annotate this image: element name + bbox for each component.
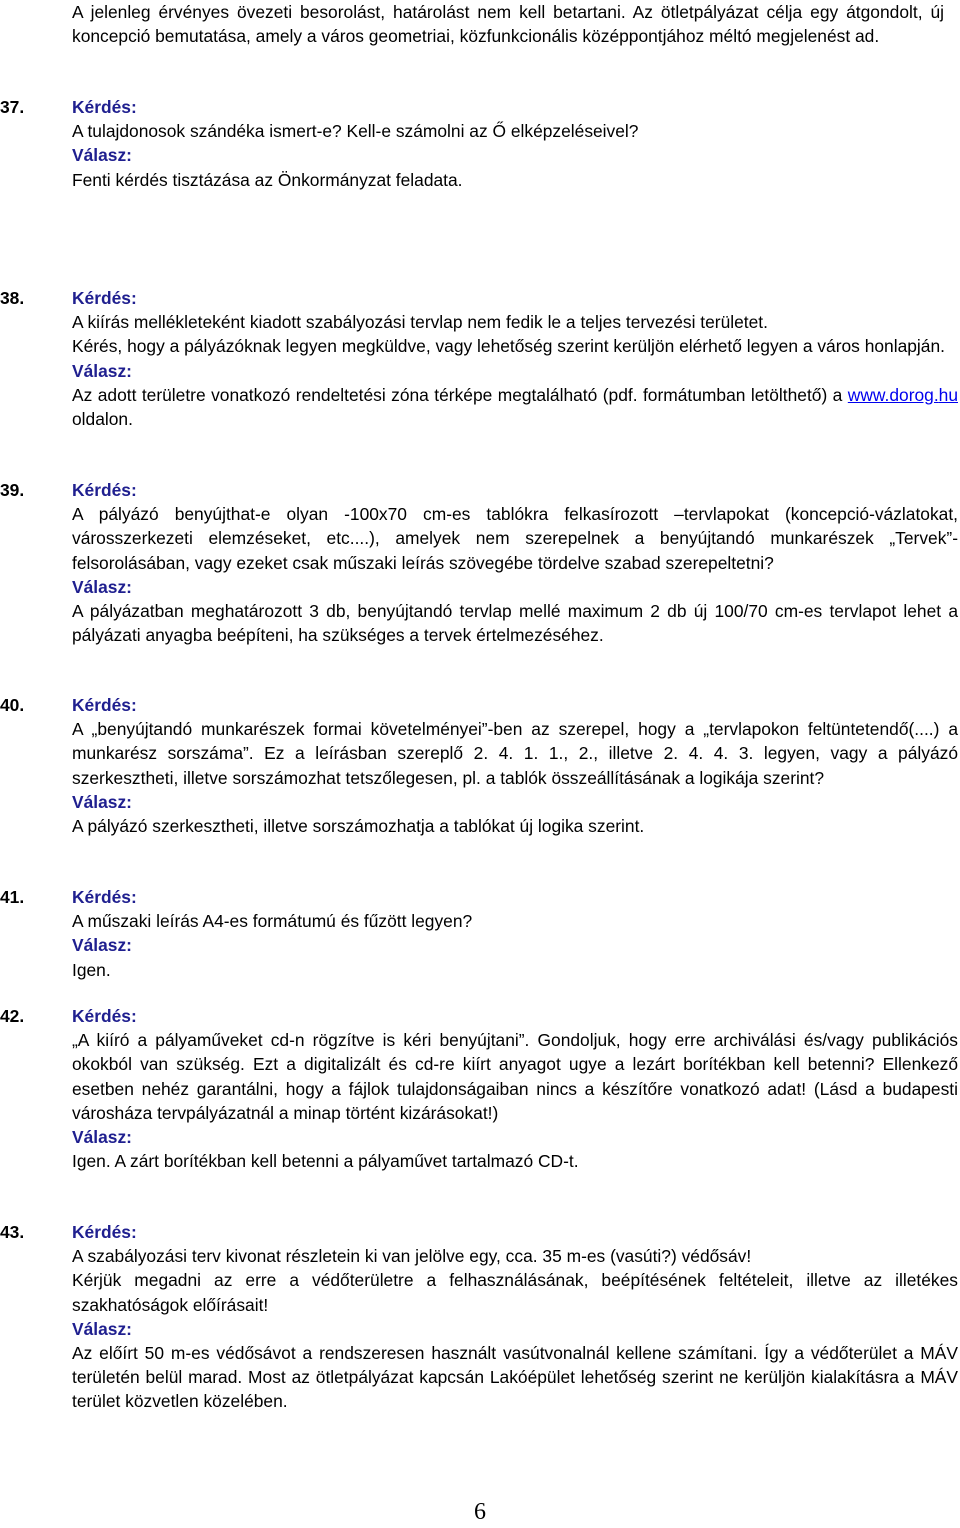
- question-text: A szabályozási terv kivonat részletein ki van jelölve egy, cca. 35 m-es (vasúti?) védősáv!: [72, 1246, 752, 1267]
- answer-label: Válasz:: [72, 1318, 132, 1339]
- qa-item-43: [0, 1220, 960, 1414]
- item-number: 43.: [0, 1222, 25, 1242]
- answer-label: Válasz:: [72, 145, 132, 166]
- qa-item-37: [0, 95, 960, 192]
- qa-item-38: [0, 286, 960, 431]
- answer-label: Válasz:: [72, 1127, 132, 1148]
- item-number: 38.: [0, 288, 25, 308]
- question-text: A tulajdonosok szándéka ismert-e? Kell-e számolni az Ő elképzeléseivel?: [72, 121, 639, 142]
- website-link-tld[interactable]: hu: [938, 384, 958, 405]
- question-label: Kérdés:: [72, 695, 137, 715]
- answer-label: Válasz:: [72, 360, 132, 381]
- answer-text: A pályázó szerkesztheti, illetve sorszámozhatja a tablókat új logika szerint.: [72, 816, 645, 837]
- answer-label: Válasz:: [72, 576, 132, 597]
- question-text: A műszaki leírás A4-es formátumú és fűzött legyen?: [72, 911, 473, 932]
- question-text: Kérjük megadni az erre a védőterületre a felhasználásának, beépítésének feltételeit, illetve az illetékes szakhatóságok előírásait!: [72, 1270, 958, 1315]
- question-text: A „benyújtandó munkarészek formai követelményei”-ben az szerepel, hogy a „tervlapokon feltüntetendő(....) a munkarész sorszáma”. Ez a leírásban szereplő 2. 4. 1. 1., 2., illetve 2. 4. 4. 3. legyen, vagy a pályázó szerkesztheti, illetve sorszámozhat tetszőlegesen, pl. a tablók összeállításának a logikája szerint?: [72, 719, 958, 788]
- answer-text-pre: Az adott területre vonatkozó rendeltetési zóna térképe megtalálható (pdf. formátumban letölthető) a: [72, 384, 848, 405]
- answer-label: Válasz:: [72, 791, 132, 812]
- answer-text: A pályázatban meghatározott 3 db, benyújtandó tervlap mellé maximum 2 db új 100/70 cm-es tervlapot lehet a pályázati anyagba beépíteni, ha szükséges a tervek értelmezéséhez.: [72, 601, 958, 646]
- item-number: 37.: [0, 97, 25, 117]
- answer-text: Igen. A zárt borítékban kell betenni a pályaművet tartalmazó CD-t.: [72, 1151, 579, 1172]
- qa-item-42: [0, 1004, 960, 1173]
- item-number: 42.: [0, 1006, 25, 1026]
- item-number: 39.: [0, 480, 25, 500]
- question-label: Kérdés:: [72, 288, 137, 308]
- qa-item-39: [0, 478, 960, 647]
- question-text: A kiírás mellékleteként kiadott szabályozási tervlap nem fedik le a teljes tervezési területet.: [72, 312, 768, 333]
- question-label: Kérdés:: [72, 480, 137, 500]
- answer-text: Az előírt 50 m-es védősávot a rendszeresen használt vasútvonalnál kellene számítani. Így a védőterület a MÁV területén belül marad. Most az ötletpályázat kapcsán Lakóépület lehetőség szerint ne kerüljön kialakításra a MÁV terület közvetlen közelében.: [72, 1343, 958, 1412]
- question-text: „A kiíró a pályaműveket cd-n rögzítve is kéri benyújtani”. Gondoljuk, hogy erre archiválási és/vagy publikációs okokból van szükség. Ezt a digitalizált és cd-re kiírt anyagot ugye a lezárt borítékban kell betenni? Ellenkező esetben nehéz garantálni, hogy a fájlok tulajdonságaiban nincs a készítőre vonatkozó adat! (Lásd a budapesti városháza tervpályázatnál a minap történt kizárásokat!): [72, 1030, 958, 1123]
- page-number: 6: [474, 1499, 486, 1525]
- question-label: Kérdés:: [72, 1222, 137, 1242]
- item-number: 41.: [0, 887, 25, 907]
- intro-paragraph: A jelenleg érvényes övezeti besorolást, határolást nem kell betartani. Az ötletpályázat célja egy átgondolt, új koncepció bemutatása, amely a város geometriai, közfunkcionális középpontjához méltó megjelenést ad.: [72, 2, 944, 47]
- answer-text: Fenti kérdés tisztázása az Önkormányzat feladata.: [72, 169, 463, 190]
- qa-item-41: [0, 885, 960, 982]
- answer-text-post: oldalon.: [72, 409, 133, 430]
- answer-label: Válasz:: [72, 935, 132, 956]
- question-text: A pályázó benyújthat-e olyan -100x70 cm-es tablókra felkasírozott –tervlapokat (koncepció-vázlatokat, városszerkezeti elemzéseket, etc....), amelyek nem szerepelnek a benyújtandó munkarészek „Tervek”- felsorolásában, vagy ezeket csak műszaki leírás szövegébe tördelve szabad szerepeltetni?: [72, 504, 958, 573]
- answer-text: Igen.: [72, 959, 111, 980]
- question-label: Kérdés:: [72, 1006, 137, 1026]
- qa-item-40: [0, 693, 960, 838]
- question-label: Kérdés:: [72, 97, 137, 117]
- item-number: 40.: [0, 695, 25, 715]
- question-text: Kérés, hogy a pályázóknak legyen megküldve, vagy lehetőség szerint kerüljön elérhető legyen a város honlapján.: [72, 336, 945, 357]
- question-label: Kérdés:: [72, 887, 137, 907]
- website-link[interactable]: www.dorog.: [847, 384, 939, 405]
- answer-text: [72, 383, 958, 431]
